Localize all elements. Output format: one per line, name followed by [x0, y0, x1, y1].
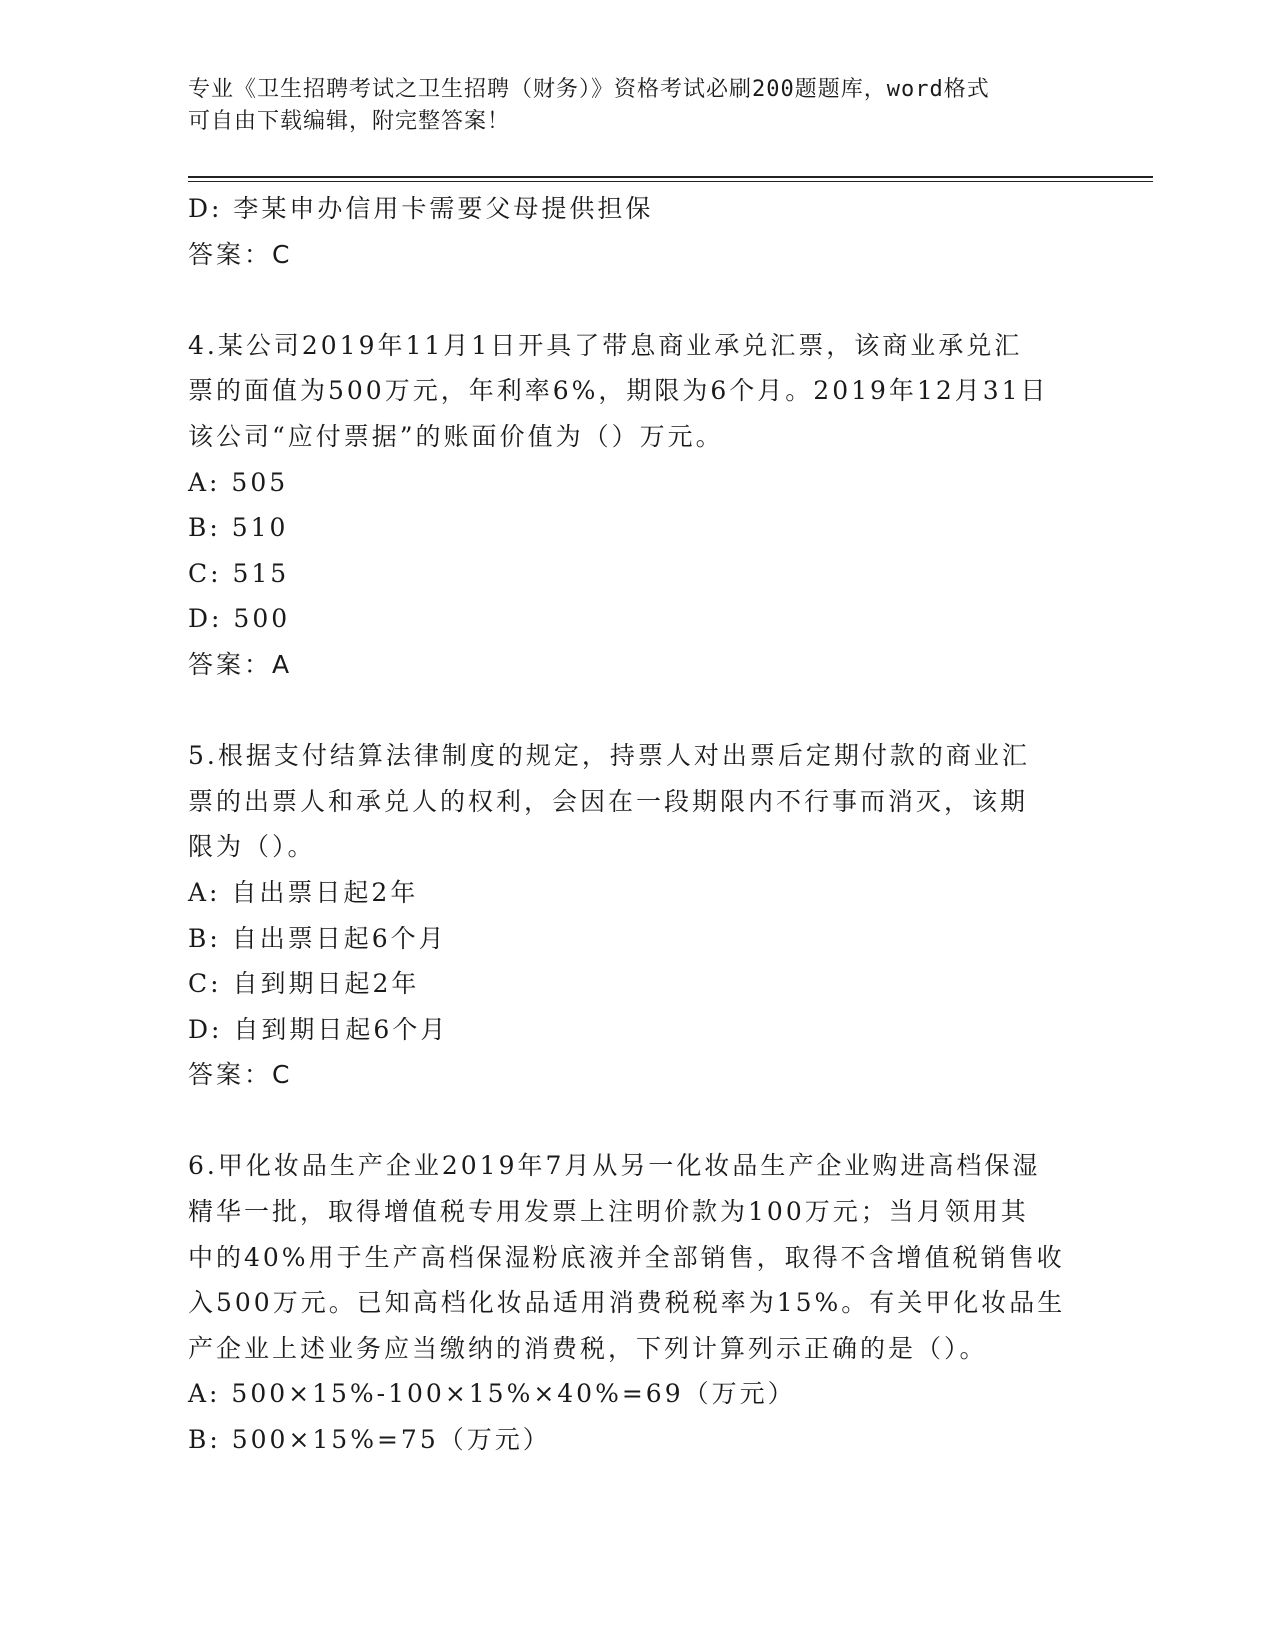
answer: 答案：C [188, 239, 293, 269]
question-text-line: 精华一批，取得增值税专用发票上注明价款为100万元；当月领用其 [188, 1197, 1029, 1227]
question-text-line: 入500万元。已知高档化妆品适用消费税税率为15%。有关甲化妆品生 [188, 1288, 1066, 1318]
option-b: B: 510 [188, 513, 289, 543]
option-c: C: 自到期日起2年 [188, 969, 420, 999]
document-body [188, 186, 1088, 1463]
option-b: B: 500×15%=75（万元） [188, 1425, 551, 1455]
question-text-line: 票的面值为500万元，年利率6%，期限为6个月。2019年12月31日 [188, 376, 1049, 406]
answer: 答案：A [188, 649, 293, 679]
header-rule-thin [188, 181, 1153, 182]
option-d: D: 自到期日起6个月 [188, 1014, 449, 1044]
question-6 [188, 1143, 1088, 1462]
question-text-line: 中的40%用于生产高档保湿粉底液并全部销售，取得不含增值税销售收 [188, 1242, 1065, 1272]
question-4 [188, 323, 1088, 688]
option-a: A: 自出票日起2年 [188, 877, 419, 907]
question-text-line: 5.根据支付结算法律制度的规定，持票人对出票后定期付款的商业汇 [188, 741, 1030, 771]
question-5 [188, 733, 1088, 1098]
question-text-line: 4.某公司2019年11月1日开具了带息商业承兑汇票，该商业承兑汇 [188, 330, 1023, 360]
spacer [188, 688, 1088, 734]
option-c: C: 515 [188, 558, 290, 588]
option-d: D: 500 [188, 604, 291, 634]
question-text-line: 票的出票人和承兑人的权利，会因在一段期限内不行事而消灭，该期 [188, 786, 1029, 816]
option-a: A: 500×15%-100×15%×40%=69（万元） [188, 1379, 796, 1409]
spacer [188, 1098, 1088, 1144]
spacer [188, 277, 1088, 323]
question-text-line: 该公司“应付票据”的账面价值为（）万元。 [188, 421, 724, 451]
question-text-line: 限为（）。 [188, 832, 316, 862]
answer: 答案：C [188, 1060, 293, 1090]
header-rule-thick [188, 176, 1153, 178]
option-b: B: 自出票日起6个月 [188, 923, 447, 953]
question-text-line: 产企业上述业务应当缴纳的消费税，下列计算列示正确的是（）。 [188, 1333, 988, 1363]
document-header: 专业《卫生招聘考试之卫生招聘（财务）》资格考试必刷200题题库，word格式 可自由下载编辑，附完整答案！ [188, 77, 990, 134]
question-text-line: 6.甲化妆品生产企业2019年7月从另一化妆品生产企业购进高档保湿 [188, 1151, 1041, 1181]
option-d: D: 李某申办信用卡需要父母提供担保 [188, 194, 654, 223]
option-a: A: 505 [188, 467, 289, 497]
